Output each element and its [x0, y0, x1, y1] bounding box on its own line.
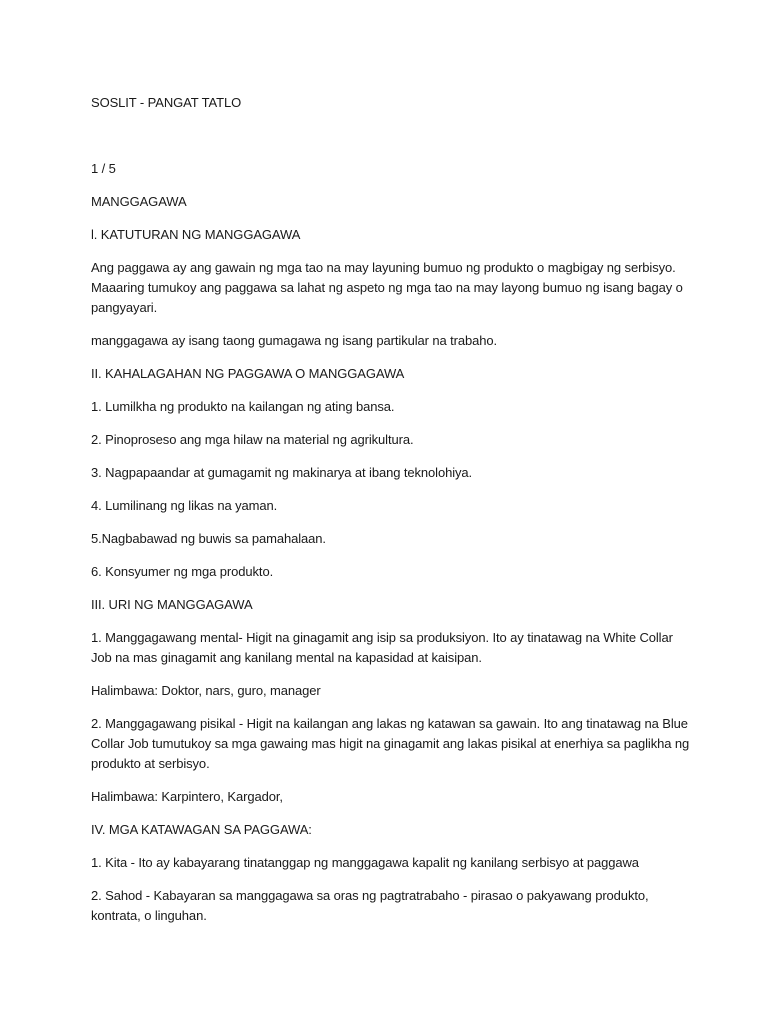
paragraph: Halimbawa: Karpintero, Kargador, [91, 789, 283, 804]
document-body [91, 93, 691, 939]
paragraph: 1. Manggagawang mental- Higit na ginagamit ang isip sa produksiyon. Ito ay tinatawag na White Collar Job na mas ginagamit ang kanilang mental na kapasidad at kaisipan. [91, 630, 673, 665]
list-item: 6. Konsyumer ng mga produkto. [91, 564, 274, 579]
section-heading: II. KAHALAGAHAN NG PAGGAWA O MANGGAGAWA [91, 366, 405, 381]
paragraph: Ang paggawa ay ang gawain ng mga tao na may layuning bumuo ng produkto o magbigay ng serbisyo. Maaaring tumukoy ang paggawa sa lahat ng aspeto ng mga tao na may layong bumuo ng isang bagay o pangyayari. [91, 260, 683, 315]
paragraph: 2. Sahod - Kabayaran sa manggagawa sa oras ng pagtratrabaho - pirasao o pakyawang produkto, kontrata, o linguhan. [91, 888, 649, 923]
document-title: SOSLIT - PANGAT TATLO [91, 95, 242, 110]
paragraph: 1. Kita - Ito ay kabayarang tinatanggap ng manggagawa kapalit ng kanilang serbisyo at paggawa [91, 855, 639, 870]
section-heading: IV. MGA KATAWAGAN SA PAGGAWA: [91, 822, 312, 837]
section-heading: III. URI NG MANGGAGAWA [91, 597, 253, 612]
list-item: 1. Lumilkha ng produkto na kailangan ng ating bansa. [91, 399, 395, 414]
paragraph: Halimbawa: Doktor, nars, guro, manager [91, 683, 321, 698]
paragraph: manggagawa ay isang taong gumagawa ng isang partikular na trabaho. [91, 333, 498, 348]
paragraph: 2. Manggagawang pisikal - Higit na kailangan ang lakas ng katawan sa gawain. Ito ang tinatawag na Blue Collar Job tumutukoy sa mga gawaing mas higit na ginagamit ang lakas pisikal at enerhiya sa paglikha ng produkto at serbisyo. [91, 716, 690, 771]
list-item: 4. Lumilinang ng likas na yaman. [91, 498, 278, 513]
topic-heading: MANGGAGAWA [91, 194, 187, 209]
list-item: 3. Nagpapaandar at gumagamit ng makinarya at ibang teknolohiya. [91, 465, 473, 480]
section-heading: l. KATUTURAN NG MANGGAGAWA [91, 227, 301, 242]
page-indicator: 1 / 5 [91, 161, 116, 176]
list-item: 5.Nagbabawad ng buwis sa pamahalaan. [91, 531, 326, 546]
list-item: 2. Pinoproseso ang mga hilaw na material ng agrikultura. [91, 432, 414, 447]
